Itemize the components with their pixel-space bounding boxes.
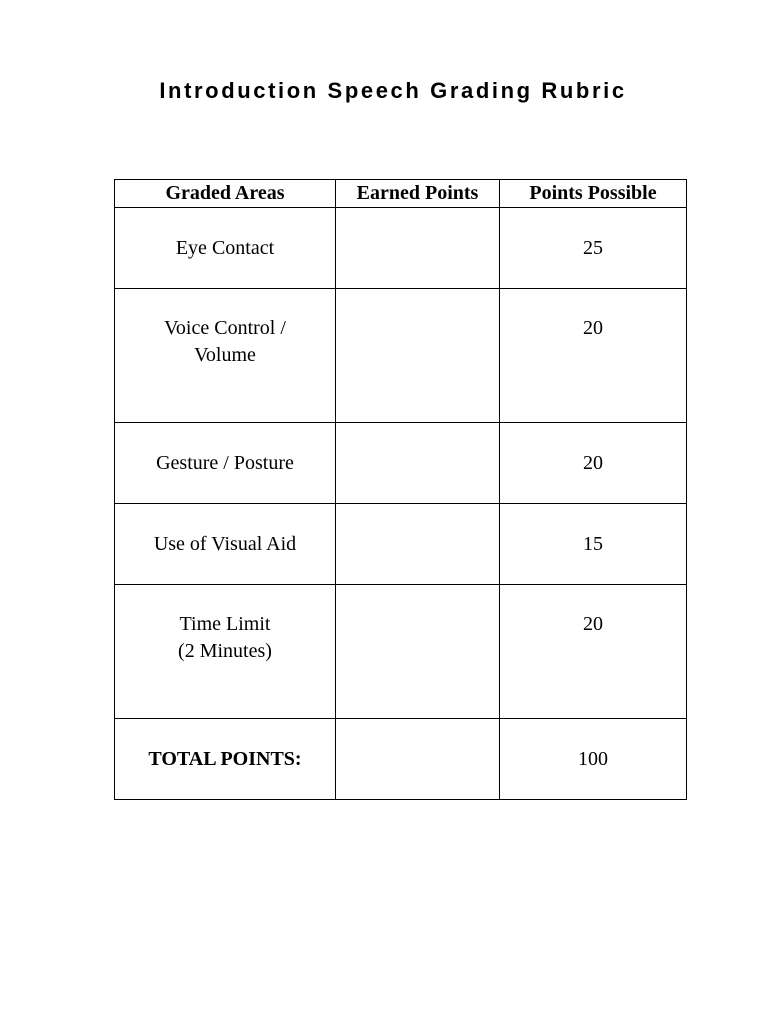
page-title: Introduction Speech Grading Rubric <box>159 78 627 103</box>
table-row <box>115 289 687 423</box>
earned-points-cell[interactable] <box>336 585 500 719</box>
graded-area-cell <box>115 504 336 585</box>
table-row <box>115 423 687 504</box>
points-possible-cell: 20 <box>500 423 687 504</box>
graded-area-label: (2 Minutes) <box>178 640 272 662</box>
earned-points-cell[interactable] <box>336 504 500 585</box>
graded-area-cell <box>115 289 336 423</box>
table-header-row <box>115 180 687 208</box>
table-row <box>115 208 687 289</box>
graded-area-label: Use of Visual Aid <box>153 532 297 555</box>
graded-area-label: Volume <box>194 344 256 366</box>
graded-area-label: Time Limit <box>179 613 271 635</box>
earned-points-cell[interactable] <box>336 208 500 289</box>
total-points-possible-cell: 100 <box>500 719 687 800</box>
total-earned-points-cell[interactable] <box>336 719 500 800</box>
graded-area-label: Gesture / Posture <box>156 451 294 474</box>
header-points-possible: Points Possible <box>500 180 687 208</box>
header-graded-areas: Graded Areas <box>115 180 336 208</box>
graded-area-cell <box>115 423 336 504</box>
total-row <box>115 719 687 800</box>
points-possible-cell: 20 <box>500 585 687 719</box>
graded-area-cell <box>115 585 336 719</box>
points-possible-cell: 25 <box>500 208 687 289</box>
graded-area-cell <box>115 208 336 289</box>
points-possible-cell: 15 <box>500 504 687 585</box>
table-row <box>115 504 687 585</box>
earned-points-cell[interactable] <box>336 289 500 423</box>
points-possible-cell: 20 <box>500 289 687 423</box>
graded-area-label: Eye Contact <box>175 236 275 259</box>
header-earned-points: Earned Points <box>336 180 500 208</box>
total-points-label: TOTAL POINTS: <box>115 719 336 800</box>
earned-points-cell[interactable] <box>336 423 500 504</box>
graded-area-label: Voice Control / <box>164 317 286 339</box>
grading-rubric-table <box>114 179 687 800</box>
table-row <box>115 585 687 719</box>
